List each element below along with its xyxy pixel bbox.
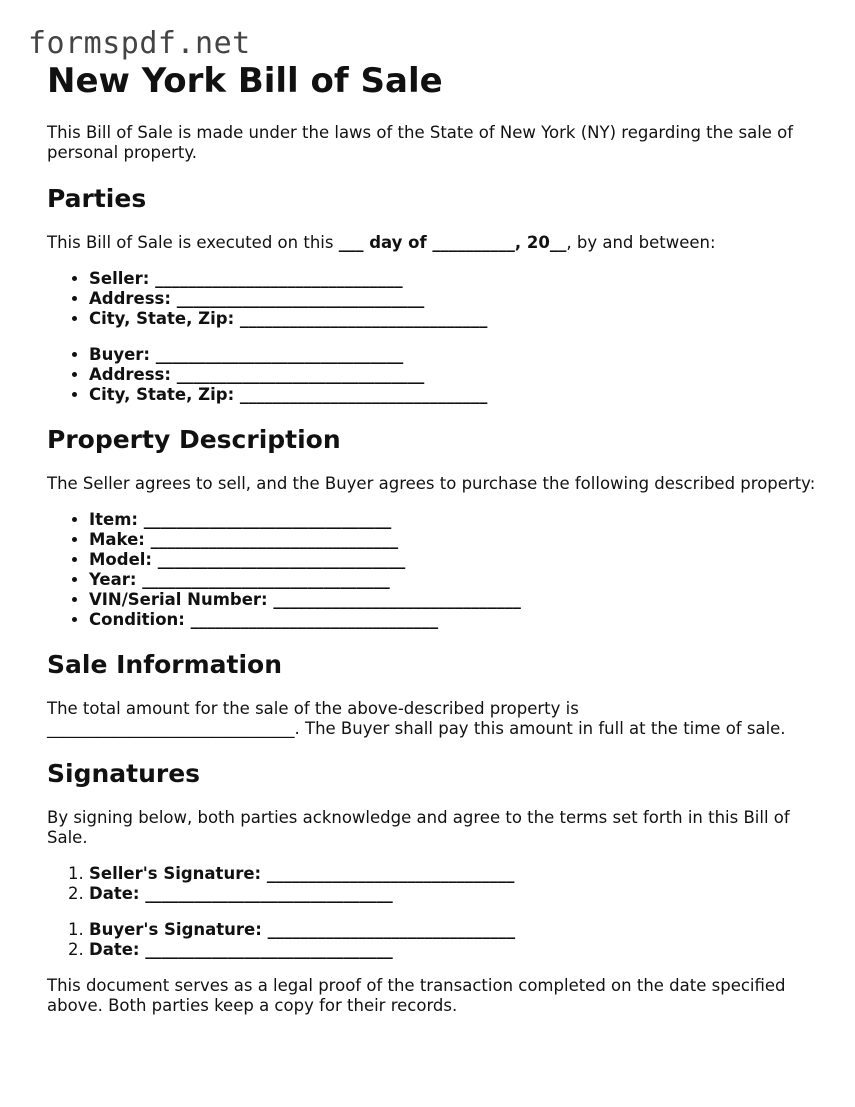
property-intro: The Seller agrees to sell, and the Buyer agrees to purchase the following described property: — [47, 474, 816, 493]
closing-text: This document serves as a legal proof of the transaction completed on the date specified above. Both parties keep a copy for their records. — [47, 976, 786, 1015]
page-title: New York Bill of Sale — [47, 61, 443, 101]
list-item: • Year: ______________________________ — [89, 570, 817, 590]
year-blank[interactable]: ______________________________ — [142, 570, 390, 589]
sale-heading: Sale Information — [47, 650, 282, 679]
seller-address-blank[interactable]: ______________________________ — [176, 289, 425, 308]
intro-text: This Bill of Sale is made under the laws of the State of New York (NY) regarding the sale of personal property. — [47, 123, 794, 162]
list-item: 2. Date: ______________________________ — [89, 940, 817, 960]
item-blank[interactable]: ______________________________ — [143, 510, 392, 529]
list-item: • Buyer: ______________________________ — [89, 345, 817, 365]
watermark: formspdf.net — [28, 26, 251, 61]
parties-heading: Parties — [47, 184, 147, 213]
list-item: 1. Buyer's Signature: ______________________________ — [89, 920, 817, 940]
amount-blank[interactable]: ______________________________ — [47, 719, 295, 738]
document-body — [47, 60, 817, 1016]
property-list — [47, 510, 817, 630]
list-item: 1. Seller's Signature: ______________________________ — [89, 864, 817, 884]
seller-list — [47, 269, 817, 329]
buyer-signature-list — [47, 920, 817, 960]
seller-city-blank[interactable]: ______________________________ — [239, 309, 488, 328]
buyer-address-blank[interactable]: ______________________________ — [176, 365, 425, 384]
seller-signature-list — [47, 864, 817, 904]
executed-line: This Bill of Sale is executed on this ___ day of __________, 20__, by and between: — [47, 233, 716, 252]
list-item: • Make: ______________________________ — [89, 530, 817, 550]
signatures-heading: Signatures — [47, 759, 201, 788]
buyer-date-blank[interactable]: ______________________________ — [145, 940, 393, 959]
date-blank[interactable]: ___ day of __________, 20__ — [338, 233, 567, 252]
signatures-intro: By signing below, both parties acknowledge and agree to the terms set forth in this Bill of Sale. — [47, 808, 790, 847]
list-item: • Address: ______________________________ — [89, 289, 817, 309]
seller-date-blank[interactable]: ______________________________ — [145, 884, 393, 903]
list-item: • Seller: ______________________________ — [89, 269, 817, 289]
condition-blank[interactable]: ______________________________ — [190, 610, 439, 629]
buyer-name-blank[interactable]: ______________________________ — [155, 345, 404, 364]
buyer-city-blank[interactable]: ______________________________ — [239, 385, 488, 404]
list-item: • City, State, Zip: ______________________________ — [89, 309, 817, 329]
list-item: • Condition: ______________________________ — [89, 610, 817, 630]
make-blank[interactable]: ______________________________ — [150, 530, 399, 549]
buyer-list — [47, 345, 817, 405]
seller-signature-blank[interactable]: ______________________________ — [266, 864, 515, 883]
list-item: • Model: ______________________________ — [89, 550, 817, 570]
sale-text: The total amount for the sale of the above-described property is ______________________________. The Buyer shall pay this amount in full at the time of sale. — [47, 699, 786, 738]
list-item: • Address: ______________________________ — [89, 365, 817, 385]
list-item: • VIN/Serial Number: ______________________________ — [89, 590, 817, 610]
list-item: • City, State, Zip: ______________________________ — [89, 385, 817, 405]
property-heading: Property Description — [47, 425, 341, 454]
list-item: 2. Date: ______________________________ — [89, 884, 817, 904]
buyer-signature-blank[interactable]: ______________________________ — [267, 920, 516, 939]
list-item: • Item: ______________________________ — [89, 510, 817, 530]
model-blank[interactable]: ______________________________ — [157, 550, 406, 569]
seller-name-blank[interactable]: ______________________________ — [155, 269, 403, 288]
vin-blank[interactable]: ______________________________ — [273, 590, 521, 609]
